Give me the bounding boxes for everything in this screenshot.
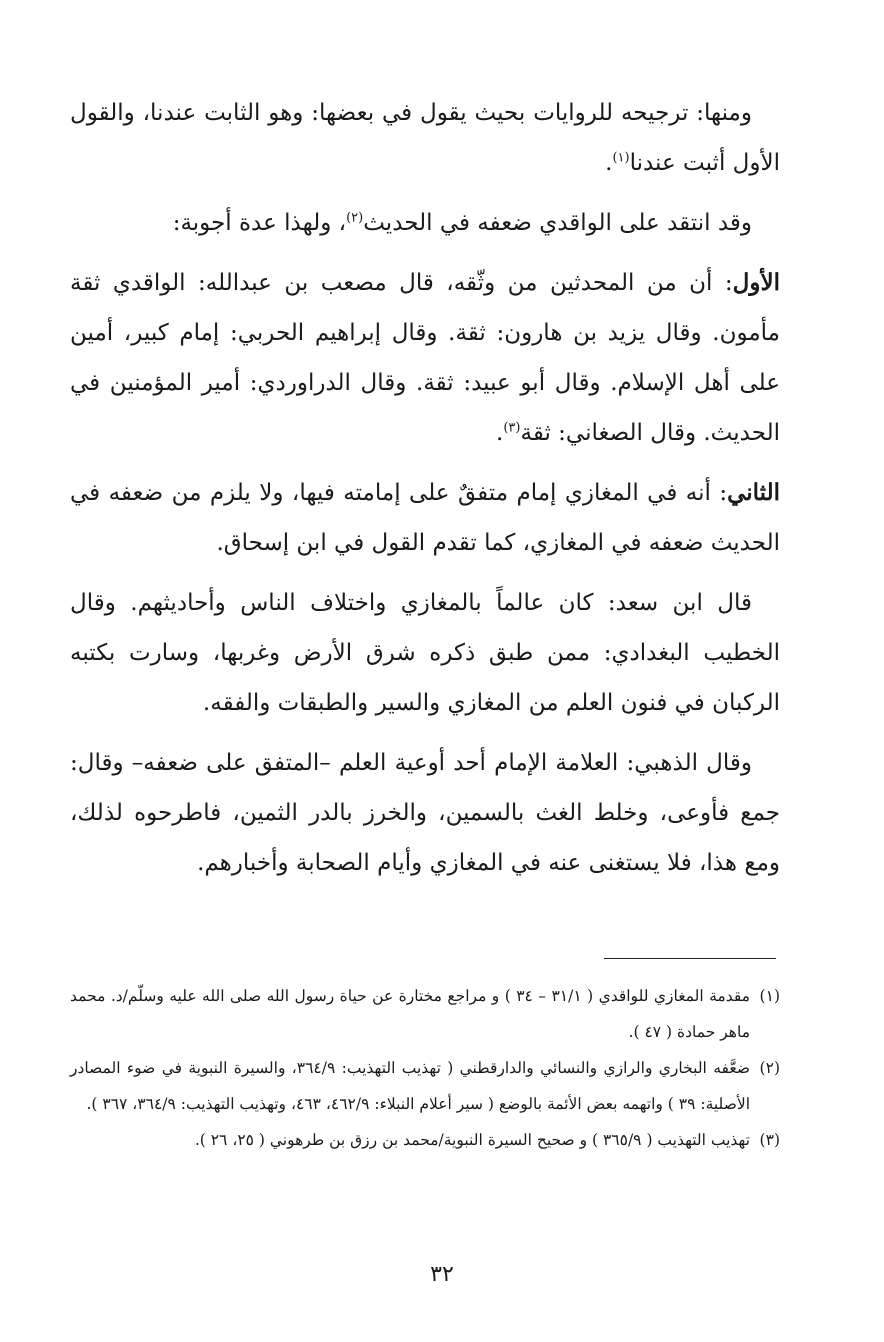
- paragraph-text: : أن من المحدثين من وثّقه، قال مصعب بن عبدالله: الواقدي ثقة مأمون. وقال يزيد بن هارون: ثقة. وقال إبراهيم الحربي: إمام كبير، أمين على أهل الإسلام. وقال أبو عبيد: ثقة. وقال الدراوردي: أمير المؤمنين في الحديث. وقال الصغاني: ثقة: [70, 270, 780, 446]
- paragraph: [70, 258, 780, 458]
- footnotes: [70, 978, 780, 1158]
- paragraph-heading: الثاني: [727, 479, 780, 506]
- footnote: [70, 1122, 780, 1158]
- paragraph-heading: الأول: [732, 269, 780, 296]
- footnote: [70, 1050, 780, 1122]
- paragraph-text: قال ابن سعد: كان عالماً بالمغازي واختلاف الناس وأحاديثهم. وقال الخطيب البغدادي: ممن طبق ذكره شرق الأرض وغربها، وسارت بكتبه الركبان في فنون العلم من المغازي والسير والطبقات والفقه.: [70, 590, 780, 716]
- paragraph: [70, 198, 780, 248]
- footnote-text: تهذيب التهذيب ( ٣٦٥/٩ ) و صحيح السيرة النبوية/محمد بن رزق بن طرهوني ( ٢٥، ٢٦ ).: [194, 1131, 750, 1149]
- paragraph: [70, 738, 780, 888]
- paragraph-text: وقد انتقد على الواقدي ضعفه في الحديث: [363, 210, 752, 236]
- footnote-number: (٢): [759, 1059, 780, 1077]
- footnote-number: (١): [759, 987, 780, 1005]
- footnote-marker[interactable]: (٢): [346, 210, 364, 226]
- paragraph-text: .: [605, 150, 613, 176]
- main-text: [70, 88, 780, 898]
- paragraph: [70, 468, 780, 568]
- footnote-number: (٣): [759, 1131, 780, 1149]
- footnote: [70, 978, 780, 1050]
- paragraph-text: : أنه في المغازي إمام متفقٌ على إمامته فيها، ولا يلزم من ضعفه في الحديث ضعفه في المغازي، كما تقدم القول في ابن إسحاق.: [70, 480, 780, 556]
- paragraph-text: ، ولهذا عدة أجوبة:: [172, 210, 347, 236]
- footnote-divider: [604, 958, 776, 959]
- page-number: ٣٢: [430, 1262, 454, 1287]
- footnote-text: مقدمة المغازي للواقدي ( ٣١/١ – ٣٤ ) و مراجع مختارة عن حياة رسول الله صلى الله عليه وسلّم/د. محمد ماهر حمادة ( ٤٧ ).: [70, 987, 750, 1041]
- paragraph: [70, 578, 780, 728]
- footnote-marker[interactable]: (١): [612, 150, 630, 166]
- paragraph-text: .: [496, 420, 504, 446]
- footnote-marker[interactable]: (٣): [503, 420, 521, 436]
- paragraph: [70, 88, 780, 188]
- footnote-text: ضعَّفه البخاري والرازي والنسائي والدارقطني ( تهذيب التهذيب: ٣٦٤/٩، والسيرة النبوية في ضوء المصادر الأصلية: ٣٩ ) واتهمه بعض الأئمة بالوضع ( سير أعلام النبلاء: ٤٦٢/٩، ٤٦٣، وتهذيب التهذيب: ٣٦٤/٩، ٣٦٧ ).: [70, 1059, 750, 1113]
- paragraph-text: ومنها: ترجيحه للروايات بحيث يقول في بعضها: وهو الثابت عندنا، والقول الأول أثبت عندنا: [70, 100, 780, 176]
- paragraph-text: وقال الذهبي: العلامة الإمام أحد أوعية العلم –المتفق على ضعفه– وقال: جمع فأوعى، وخلط الغث بالسمين، والخرز بالدر الثمين، فاطرحوه لذلك، ومع هذا، فلا يستغنى عنه في المغازي وأيام الصحابة وأخبارهم.: [70, 750, 780, 876]
